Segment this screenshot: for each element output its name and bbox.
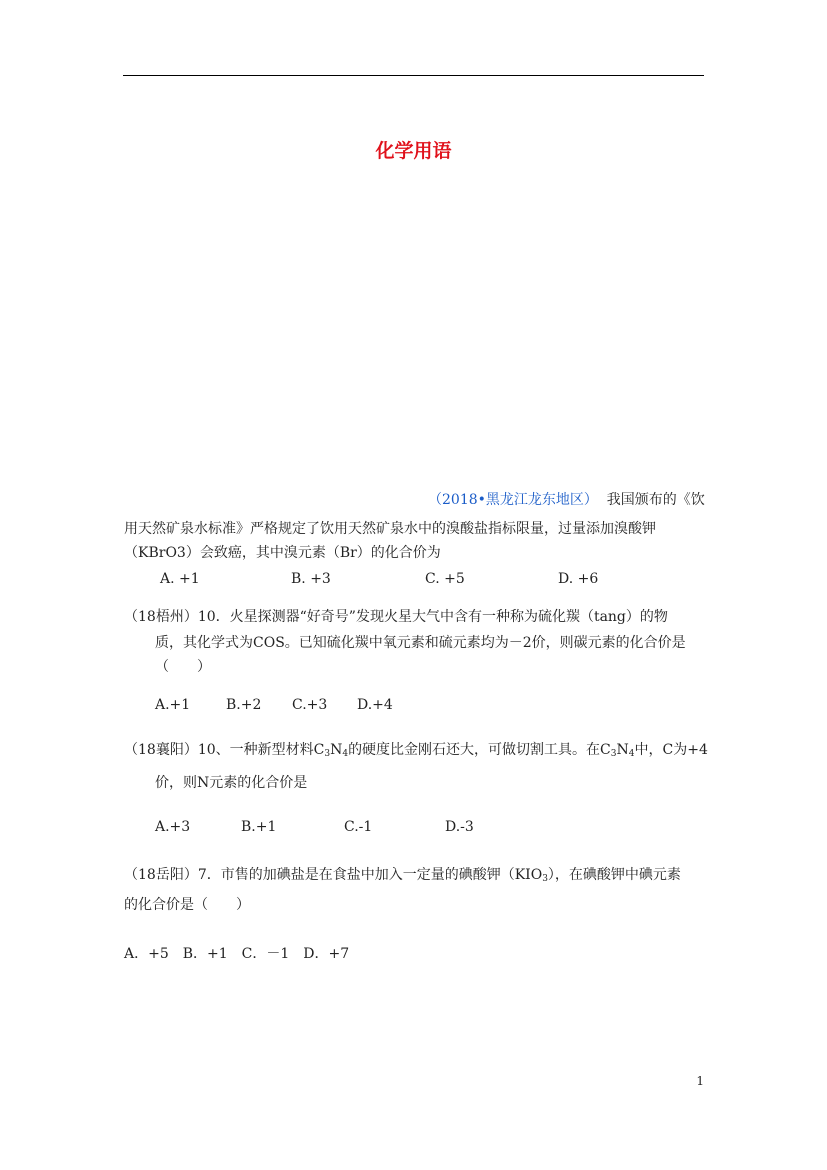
question-3-subscript: 4 bbox=[342, 749, 349, 759]
question-2-line-1: （18梧州）10．火星探测器“好奇号”发现火星大气中含有一种称为硫化羰（tang）的物 bbox=[124, 609, 668, 625]
question-4-subscript: 3 bbox=[542, 874, 548, 884]
question-2-line-3: （ ） bbox=[155, 659, 211, 675]
question-2-option-b: B.+2 bbox=[226, 697, 262, 713]
question-1-line-3: （KBrO3）会致癌，其中溴元素（Br）的化合价为 bbox=[124, 545, 441, 561]
question-2-line-2: 质，其化学式为COS。已知硫化羰中氧元素和硫元素均为－2价，则碳元素的化合价是 bbox=[155, 635, 686, 651]
page-title: 化学用语 bbox=[375, 140, 452, 162]
question-1-line-2: 用天然矿泉水标准》严格规定了饮用天然矿泉水中的溴酸盐指标限量，过量添加溴酸钾 bbox=[124, 521, 656, 537]
question-3-option-b: B.+1 bbox=[241, 819, 277, 835]
question-3-text-d: 中，C为+4 bbox=[634, 742, 708, 758]
question-3-text-b: N bbox=[330, 742, 343, 758]
question-3-option-d: D.-3 bbox=[445, 819, 474, 835]
question-3-line-1 bbox=[124, 739, 708, 759]
question-2-option-c: C.+3 bbox=[292, 697, 328, 713]
question-4-line-2: 的化合价是（ ） bbox=[124, 897, 250, 913]
question-1-option-d: D. +6 bbox=[558, 571, 599, 587]
question-3-option-a: A.+3 bbox=[155, 819, 191, 835]
question-3-option-c: C.-1 bbox=[344, 819, 373, 835]
question-1-source: （2018•黑龙江龙东地区） bbox=[428, 492, 598, 508]
question-1-line-1 bbox=[428, 489, 705, 509]
question-4-text-b: ），在碘酸钾中碘元素 bbox=[547, 867, 681, 883]
question-3-text-c: 的硬度比金刚石还大，可做切割工具。在C bbox=[348, 742, 611, 758]
question-4-line-1 bbox=[124, 864, 681, 884]
question-3-subscript: 4 bbox=[628, 749, 635, 759]
page-number: 1 bbox=[696, 1074, 704, 1088]
question-3-subscript: 3 bbox=[610, 749, 617, 759]
question-3-line-2: 价，则N元素的化合价是 bbox=[155, 775, 308, 791]
question-1-option-b: B. +3 bbox=[291, 571, 331, 587]
question-3-text-b2: N bbox=[616, 742, 629, 758]
question-2-option-a: A.+1 bbox=[155, 697, 191, 713]
question-4-text-a: （18岳阳）7．市售的加碘盐是在食盐中加入一定量的碘酸钾（KIO bbox=[124, 867, 543, 883]
question-1-text-start: 我国颁布的《饮 bbox=[606, 492, 705, 508]
question-3-text-a: （18襄阳）10、一种新型材料C bbox=[124, 742, 325, 758]
question-1-option-a: A. +1 bbox=[160, 571, 200, 587]
question-2-option-d: D.+4 bbox=[357, 697, 393, 713]
header-rule bbox=[123, 75, 704, 76]
question-1-option-c: C. +5 bbox=[425, 571, 465, 587]
question-3-subscript: 3 bbox=[324, 749, 331, 759]
question-4-options: A．+5 B．+1 C．－1 D．+7 bbox=[124, 946, 350, 962]
